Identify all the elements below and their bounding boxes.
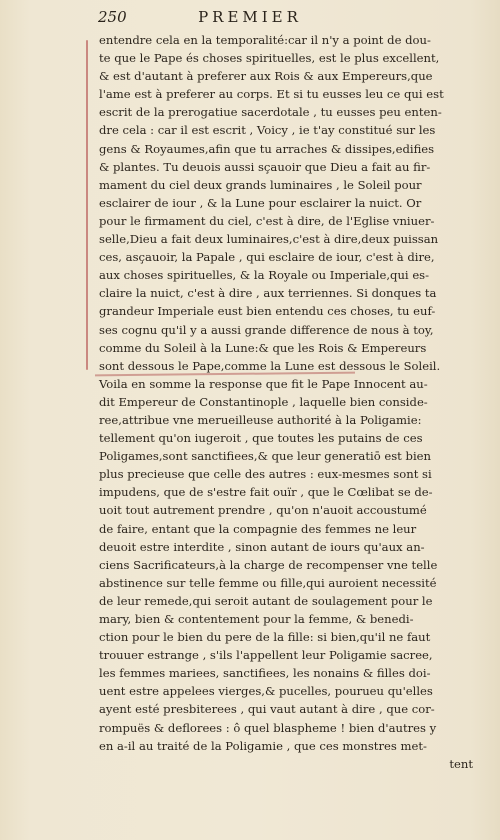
text-line: de faire, entant que la compagnie des femmes ne leur <box>99 521 417 536</box>
text-line: dit Empereur de Constantinople , laquelle bien conside- <box>99 394 428 409</box>
text-line: ree,attribue vne merueilleuse authorité à la Poligamie: <box>99 412 422 427</box>
text-line: mary, bien & contentement pour la femme, & benedi- <box>99 612 414 626</box>
text-line: les femmes mariees, sanctifiees, les nonains & filles doi- <box>99 666 431 681</box>
text-line: claire la nuict, c'est à dire , aux terriennes. Si donques ta <box>99 286 437 301</box>
catchword: tent <box>449 756 473 771</box>
text-line: abstinence sur telle femme ou fille,qui auroient necessité <box>99 575 437 590</box>
text-line: trouuer estrange , s'ils l'appellent leur Poligamie sacree, <box>99 648 433 663</box>
page-header <box>0 6 500 28</box>
text-line: rompuës & deflorees : ô quel blaspheme ! bien d'autres y <box>99 720 437 735</box>
running-title: PREMIER <box>198 8 302 26</box>
text-line: pour le firmament du ciel, c'est à dire, de l'Eglise vniuer- <box>99 213 435 228</box>
text-line: te que le Pape és choses spirituelles, est le plus excellent, <box>99 51 440 66</box>
text-line: selle,Dieu a fait deux luminaires,c'est à dire,deux puissan <box>99 232 439 247</box>
text-line: & plantes. Tu deuois aussi sçauoir que Dieu a fait au fir- <box>99 159 431 174</box>
text-line: mament du ciel deux grands luminaires , le Soleil pour <box>99 177 422 192</box>
text-line: ses cognu qu'il y a aussi grande difference de nous à toy, <box>99 322 434 337</box>
body-text <box>99 31 473 773</box>
text-line: uent estre appelees vierges,& pucelles, pourueu qu'elles <box>99 684 433 699</box>
text-line: dre cela : car il est escrit , Voicy , ie t'ay constitué sur les <box>99 123 436 138</box>
text-line: entendre cela en la temporalité:car il n'y a point de dou- <box>99 33 431 47</box>
text-line: ciens Sacrificateurs,à la charge de recompenser vne telle <box>99 557 438 572</box>
text-line: plus precieuse que celle des autres : eux-mesmes sont si <box>99 467 432 482</box>
text-line: esclairer de iour , & la Lune pour esclairer la nuict. Or <box>99 195 422 210</box>
text-line: ction pour le bien du pere de la fille: si bien,qu'il ne faut <box>99 630 431 645</box>
text-line: ayent esté presbiterees , qui vaut autant à dire , que cor- <box>99 702 435 717</box>
text-line: gens & Royaumes,afin que tu arraches & dissipes,edifies <box>99 141 435 156</box>
text-line: uoit tout autrement prendre , qu'on n'auoit accoustumé <box>99 503 427 518</box>
text-line: impudens, que de s'estre fait ouïr , que le Cœlibat se de- <box>99 485 433 500</box>
text-line: l'ame est à preferer au corps. Et si tu eusses leu ce qui est <box>99 87 444 102</box>
text-line: escrit de la prerogatiue sacerdotale , tu eusses peu enten- <box>99 105 442 120</box>
text-line: comme du Soleil à la Lune:& que les Rois & Empereurs <box>99 340 427 355</box>
text-line: tellement qu'on iugeroit , que toutes les putains de ces <box>99 431 423 446</box>
margin-annotation-mark <box>86 40 88 370</box>
text-line: ces, asçauoir, la Papale , qui esclaire de iour, c'est à dire, <box>99 250 435 265</box>
text-line: sont dessous le Pape,comme la Lune est dessous le Soleil. <box>99 358 441 373</box>
text-line: Poligames,sont sanctifiees,& que leur generatiō est bien <box>99 449 431 464</box>
text-line: de leur remede,qui seroit autant de soulagement pour le <box>99 593 433 608</box>
page-number: 250 <box>98 8 127 26</box>
text-line: Voila en somme la response que fit le Pape Innocent au- <box>99 376 428 391</box>
text-line: deuoit estre interdite , sinon autant de iours qu'aux an- <box>99 539 425 554</box>
text-line: en a-il au traité de la Poligamie , que ces monstres met- <box>99 738 427 753</box>
text-line: aux choses spirituelles, & la Royale ou Imperiale,qui es- <box>99 268 430 283</box>
text-line: & est d'autant à preferer aux Rois & aux Empereurs,que <box>99 69 433 84</box>
text-line: grandeur Imperiale eust bien entendu ces choses, tu euf- <box>99 304 436 319</box>
